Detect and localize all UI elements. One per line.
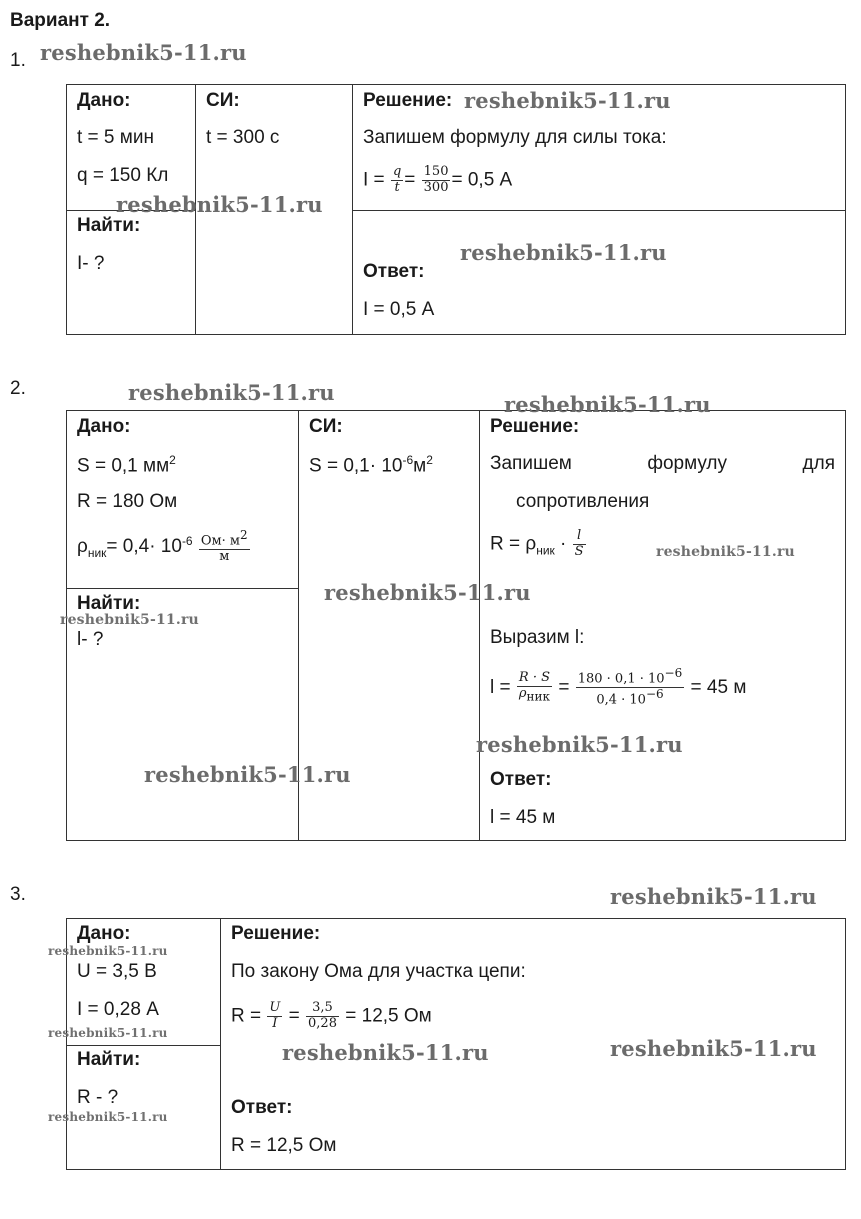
- p2-f2-den-rho: ρ: [518, 686, 527, 702]
- p1-answer-value: I = 0,5 А: [363, 299, 435, 320]
- p2-rho-symbol: ρ: [77, 536, 88, 558]
- p2-si-value: [309, 453, 433, 477]
- watermark: reshebnik5-11.ru: [656, 544, 795, 560]
- p2-si-text: S = 0,1· 10: [309, 455, 403, 477]
- p2-f2-den2: [576, 688, 685, 708]
- p2-si-unit-sup: 2: [426, 453, 433, 467]
- p2-rho-unit-num-text: Ом· м: [200, 533, 241, 549]
- p2-sol-word1: Запишем: [490, 453, 572, 474]
- p1-formula: [363, 165, 512, 196]
- p2-f2-num2: [576, 667, 685, 688]
- p2-solution-cell: [480, 411, 846, 841]
- watermark: reshebnik5-11.ru: [48, 944, 168, 958]
- p2-rho-sub: ник: [87, 545, 107, 560]
- p1-si-heading: СИ:: [206, 90, 240, 111]
- p2-f2-den-sub: ник: [526, 689, 551, 704]
- problem-3-number: 3.: [10, 884, 26, 905]
- p1-solution-heading: Решение:: [363, 90, 453, 111]
- p1-solution-cell: [353, 85, 846, 335]
- p2-given-heading: Дано:: [77, 416, 131, 437]
- p1-frac-300: 300: [423, 179, 449, 195]
- p3-frac-35: 3,5: [306, 1001, 339, 1017]
- p1-fraction-numeric: [422, 165, 451, 196]
- p2-solution-heading: Решение:: [490, 416, 580, 437]
- p1-frac-q: q: [392, 164, 402, 179]
- p1-fraction-symbolic: [391, 165, 403, 196]
- p1-si-value: t = 300 с: [206, 127, 280, 148]
- p3-frac-028: 0,28: [308, 1015, 337, 1031]
- p3-f-eq: =: [288, 1005, 300, 1027]
- p1-formula-lhs: I =: [363, 169, 385, 191]
- p1-frac-t: t: [394, 179, 400, 195]
- p3-fraction-numeric: [306, 1001, 339, 1032]
- watermark: reshebnik5-11.ru: [476, 732, 683, 757]
- p2-sol-word3: для: [802, 453, 835, 474]
- watermark: reshebnik5-11.ru: [282, 1040, 489, 1065]
- p2-f1-dot: ·: [554, 533, 572, 555]
- p2-si-exp: -6: [402, 453, 414, 467]
- watermark: reshebnik5-11.ru: [610, 1036, 817, 1061]
- p2-solution-line2: сопротивления: [516, 491, 650, 512]
- p2-si-heading: СИ:: [309, 416, 343, 437]
- p3-fraction-symbolic: [267, 1001, 282, 1032]
- watermark: reshebnik5-11.ru: [460, 240, 667, 265]
- p3-solution-heading: Решение:: [231, 923, 321, 944]
- p3-f-lhs: R =: [231, 1005, 262, 1027]
- p1-formula-eq: =: [404, 169, 416, 191]
- p2-f2-num: R · S: [517, 671, 552, 687]
- p3-find-value: R - ?: [77, 1087, 119, 1108]
- p2-f2-den2-text: 0,4 · 10: [596, 692, 646, 708]
- p3-formula: [231, 1001, 432, 1032]
- p1-solution-text: Запишем формулу для силы тока:: [363, 127, 667, 148]
- watermark: reshebnik5-11.ru: [324, 580, 531, 605]
- p2-f1-lhs: R = ρ: [490, 533, 537, 555]
- p2-answer-heading: Ответ:: [490, 769, 552, 790]
- p1-frac-150: 150: [423, 164, 449, 179]
- watermark: reshebnik5-11.ru: [128, 380, 335, 405]
- p2-given-s: [77, 453, 176, 477]
- p2-given-rho: [77, 529, 251, 565]
- watermark: reshebnik5-11.ru: [144, 762, 351, 787]
- page-title: Вариант 2.: [10, 10, 111, 31]
- problem-1-number: 1.: [10, 50, 26, 71]
- p2-f1-den: S: [574, 543, 584, 559]
- p2-f2-lhs: l =: [490, 676, 511, 698]
- p2-f2-result: = 45 м: [690, 676, 747, 698]
- p1-given-q: q = 150 Кл: [77, 165, 169, 186]
- p2-f2-fraction-symbolic: [517, 671, 552, 704]
- p2-f2-den: [517, 687, 552, 704]
- watermark: reshebnik5-11.ru: [116, 192, 323, 217]
- p3-divider: [66, 1045, 221, 1046]
- p3-find-heading: Найти:: [77, 1049, 141, 1070]
- problem-2-number: 2.: [10, 378, 26, 399]
- p2-find-heading: Найти:: [77, 593, 141, 614]
- p3-answer-heading: Ответ:: [231, 1097, 293, 1118]
- p2-f1-fraction: [573, 529, 586, 560]
- watermark: reshebnik5-11.ru: [610, 884, 817, 909]
- p2-answer-value: l = 45 м: [490, 807, 556, 828]
- p2-f2-den2-exp: −6: [645, 687, 664, 702]
- p2-sol-word2: формулу: [647, 453, 728, 474]
- p3-given-i: I = 0,28 А: [77, 999, 159, 1020]
- p2-rho-unit-num: [199, 529, 250, 550]
- p2-f2-fraction-numeric: [576, 667, 685, 709]
- watermark: reshebnik5-11.ru: [48, 1026, 168, 1040]
- p2-find-value: l- ?: [77, 629, 104, 650]
- p2-solution-line1: [490, 453, 835, 475]
- p3-frac-i: I: [272, 1015, 278, 1031]
- watermark: reshebnik5-11.ru: [48, 1110, 168, 1124]
- p1-formula-result: = 0,5 А: [451, 169, 513, 191]
- watermark: reshebnik5-11.ru: [464, 88, 671, 113]
- p2-rho-unit-fraction: [199, 529, 250, 565]
- watermark: reshebnik5-11.ru: [60, 612, 199, 628]
- p2-given-r: R = 180 Ом: [77, 491, 178, 512]
- p1-find-heading: Найти:: [77, 215, 141, 236]
- p3-frac-u: U: [269, 1000, 281, 1015]
- p2-formula-resistance: [490, 529, 587, 560]
- p3-answer-value: R = 12,5 Ом: [231, 1135, 337, 1156]
- p3-solution-text: По закону Ома для участка цепи:: [231, 961, 526, 982]
- p1-find-value: I- ?: [77, 253, 105, 274]
- p1-given-t: t = 5 мин: [77, 127, 154, 148]
- p3-f-result: = 12,5 Ом: [345, 1005, 432, 1027]
- p3-given-heading: Дано:: [77, 923, 131, 944]
- p2-express-text: Выразим l:: [490, 627, 585, 648]
- p2-rho-exp: -6: [181, 533, 193, 548]
- p2-s-text: S = 0,1 мм: [77, 455, 170, 477]
- watermark: reshebnik5-11.ru: [504, 392, 711, 417]
- p2-divider: [66, 588, 299, 589]
- p2-rho-unit-num-sup: 2: [240, 528, 248, 542]
- p2-f1-num: l: [573, 529, 586, 545]
- watermark: reshebnik5-11.ru: [40, 40, 247, 65]
- p2-f1-sub: ник: [536, 543, 555, 558]
- p3-given-u: U = 3,5 В: [77, 961, 157, 982]
- p1-answer-heading: Ответ:: [363, 261, 425, 282]
- p2-si-unit: м: [413, 455, 427, 477]
- p2-f2-num2-text: 180 · 0,1 · 10: [577, 671, 665, 687]
- p2-rho-unit-den: м: [219, 549, 230, 565]
- p2-f2-num2-exp: −6: [664, 666, 683, 680]
- p2-s-sup: 2: [169, 453, 176, 467]
- p1-given-heading: Дано:: [77, 90, 131, 111]
- p2-f2-eq: =: [558, 676, 570, 698]
- p2-rho-value: = 0,4· 10: [106, 536, 182, 558]
- p1-sol-divider: [352, 210, 846, 211]
- p2-formula-length: [490, 667, 746, 709]
